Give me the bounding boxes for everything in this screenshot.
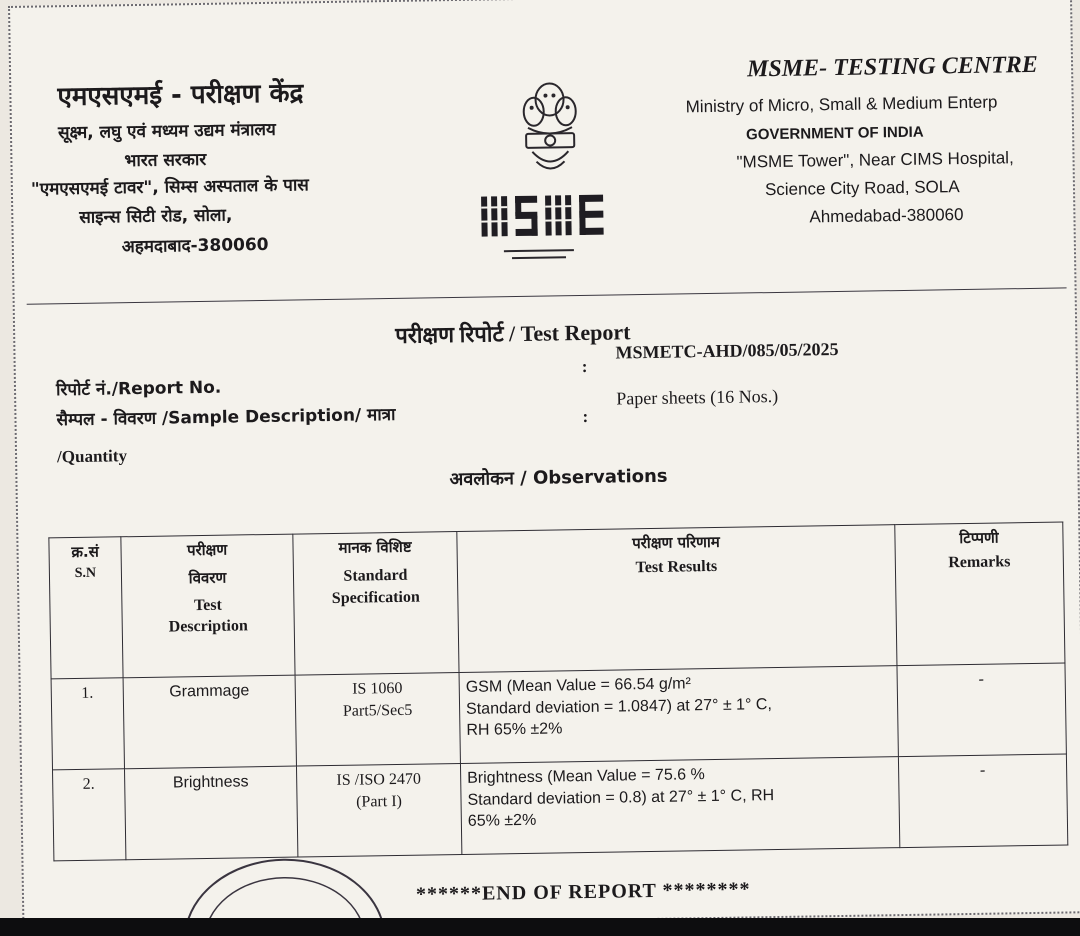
header-sn <box>49 537 123 679</box>
hindi-ministry-line: सूक्ष्म, लघु एवं मध्यम उद्यम मंत्रालय <box>57 119 276 144</box>
sample-description-value: Paper sheets (16 Nos.) <box>616 385 779 409</box>
hindi-city-line: अहमदाबाद-380060 <box>121 234 269 258</box>
header-sn-hindi: क्र.सं <box>71 542 99 562</box>
header-results-hindi: परीक्षण परिणाम <box>632 532 720 553</box>
row-remarks: - <box>897 663 1066 757</box>
table-row <box>53 754 1068 861</box>
hindi-org-title: एमएसएमई - परीक्षण केंद्र <box>57 78 304 113</box>
report-no-value: MSMETC-AHD/085/05/2025 <box>615 338 839 363</box>
row-description: Brightness <box>124 766 297 860</box>
results-table <box>48 521 1068 861</box>
header-results-english: Test Results <box>635 558 718 577</box>
table-header-row <box>49 522 1065 679</box>
report-sheet <box>8 0 1080 930</box>
msme-logo <box>479 188 628 247</box>
header-remarks-hindi: टिप्पणी <box>959 528 999 548</box>
row-specification <box>295 672 460 766</box>
header-spec-hindi: मानक विशिष्ट <box>338 537 412 557</box>
row-result-line2: Standard deviation = 0.8) at 27° ± 1° C, RH <box>467 786 775 809</box>
row-spec-line1: IS /ISO 2470 <box>336 770 422 789</box>
english-ministry-line: Ministry of Micro, Small & Medium Enterp <box>685 92 998 117</box>
row-sn: 1. <box>51 678 124 770</box>
end-of-report: ******END OF REPORT ******** <box>415 878 751 906</box>
header-spec-english-2: Specification <box>331 588 420 607</box>
row-result-line1: GSM (Mean Value = 66.54 g/m² <box>465 675 692 696</box>
english-address-line1: "MSME Tower", Near CIMS Hospital, <box>736 148 1014 172</box>
header-specification <box>293 532 459 676</box>
hindi-address-line2: साइन्स सिटी रोड, सोला, <box>79 205 233 228</box>
ashoka-emblem-icon <box>511 77 589 187</box>
english-address-line2: Science City Road, SOLA <box>764 177 960 200</box>
row-sn: 2. <box>53 769 126 861</box>
bottom-edge-shadow <box>0 918 1080 936</box>
header-desc-hindi-1: परीक्षण <box>186 540 228 560</box>
report-no-colon: : <box>581 356 588 377</box>
hindi-government-line: भारत सरकार <box>124 149 207 172</box>
header-desc-english-1: Test <box>193 596 222 614</box>
logo-caption <box>500 247 580 268</box>
header-remarks-english: Remarks <box>948 553 1011 572</box>
report-title: परीक्षण रिपोर्ट / Test Report <box>395 319 631 348</box>
row-spec-line2: (Part I) <box>356 792 403 811</box>
row-description: Grammage <box>123 675 296 769</box>
hindi-address-line1: "एमएसएमई टावर", सिम्स अस्पताल के पास <box>30 175 309 200</box>
row-result <box>459 666 898 764</box>
table-row <box>51 663 1066 770</box>
row-remarks: - <box>898 754 1067 848</box>
english-city-line: Ahmedabad-380060 <box>809 205 964 227</box>
header-desc-english-2: Description <box>168 617 248 636</box>
row-spec-line2: Part5/Sec5 <box>342 701 413 720</box>
quantity-label: /Quantity <box>56 446 128 467</box>
row-result-line3: 65% ±2% <box>467 811 537 831</box>
header-remarks <box>895 522 1065 666</box>
header-description <box>121 534 295 678</box>
row-result <box>460 757 899 855</box>
report-no-label: रिपोर्ट नं./Report No. <box>55 377 222 401</box>
english-org-title: MSME- TESTING CENTRE <box>746 51 1038 83</box>
row-spec-line1: IS 1060 <box>352 679 403 698</box>
letterhead-divider <box>27 287 1067 304</box>
english-government-line: GOVERNMENT OF INDIA <box>745 123 924 144</box>
row-result-line1: Brightness (Mean Value = 75.6 % <box>467 766 705 787</box>
observations-heading: अवलोकन / Observations <box>449 465 668 491</box>
header-desc-hindi-2: विवरण <box>188 568 227 588</box>
sample-description-label: सैम्पल - विवरण /Sample Description/ मात्रा <box>56 404 396 431</box>
row-specification <box>296 763 461 857</box>
sample-colon: : <box>582 406 589 427</box>
header-results <box>457 525 897 673</box>
header-sn-english: S.N <box>74 565 97 582</box>
header-spec-english-1: Standard <box>343 567 408 586</box>
row-result-line3: RH 65% ±2% <box>466 720 563 740</box>
row-result-line2: Standard deviation = 1.0847) at 27° ± 1° C, <box>465 695 772 718</box>
